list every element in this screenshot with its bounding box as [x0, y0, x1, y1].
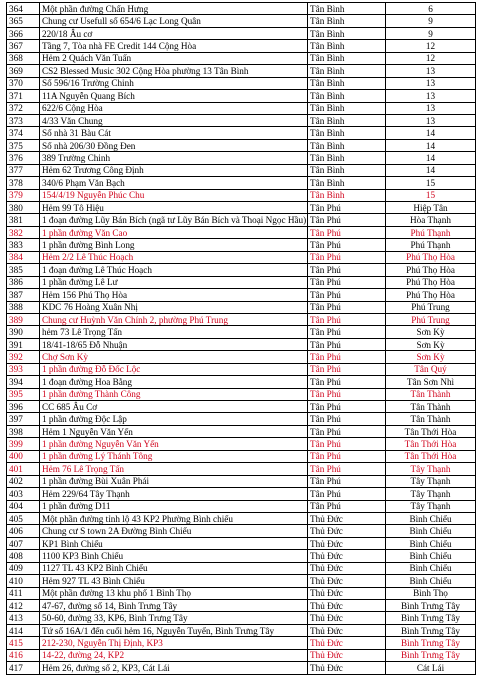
row-number-cell: 382: [7, 226, 40, 238]
location-cell: 1 phần đường Bùi Xuân Phái: [40, 475, 308, 487]
row-number-cell: 405: [7, 512, 40, 524]
district-cell: Tân Phú: [308, 338, 386, 350]
table-row: [7, 388, 476, 400]
ward-cell: Bình Trưng Tây: [386, 612, 476, 624]
table-row: [7, 662, 476, 674]
district-cell: Thủ Đức: [308, 637, 386, 649]
address-table: [6, 2, 476, 675]
location-cell: 1 phần đường Độc Lập: [40, 413, 308, 425]
table-row: [7, 425, 476, 437]
row-number-cell: 396: [7, 401, 40, 413]
row-number-cell: 381: [7, 214, 40, 226]
location-cell: 1 phần đường Đỗ Đốc Lộc: [40, 363, 308, 375]
location-cell: Hẻm 2 Quách Văn Tuấn: [40, 52, 308, 64]
district-cell: Tân Bình: [308, 189, 386, 201]
table-row: [7, 488, 476, 500]
table-row: [7, 450, 476, 462]
row-number-cell: 392: [7, 351, 40, 363]
location-cell: hẻm 73 Lê Trọng Tấn: [40, 326, 308, 338]
location-cell: KDC 76 Hoàng Xuân Nhị: [40, 301, 308, 313]
table-row: [7, 438, 476, 450]
row-number-cell: 408: [7, 550, 40, 562]
table-row: [7, 649, 476, 661]
location-cell: 18/41-18/65 Đỗ Nhuận: [40, 338, 308, 350]
row-number-cell: 400: [7, 450, 40, 462]
ward-cell: 12: [386, 52, 476, 64]
district-cell: Tân Phú: [308, 202, 386, 214]
table-row: [7, 65, 476, 77]
table-row: [7, 463, 476, 475]
row-number-cell: 402: [7, 475, 40, 487]
ward-cell: 12: [386, 40, 476, 52]
location-cell: Một phần đường 13 khu phố 1 Bình Thọ: [40, 587, 308, 599]
row-number-cell: 367: [7, 40, 40, 52]
district-cell: Tân Bình: [308, 65, 386, 77]
table-row: [7, 525, 476, 537]
table-row: [7, 189, 476, 201]
row-number-cell: 379: [7, 189, 40, 201]
location-cell: 154/4/19 Nguyễn Phúc Chu: [40, 189, 308, 201]
location-cell: Hẻm 26, đường số 2, KP3, Cát Lái: [40, 662, 308, 674]
row-number-cell: 411: [7, 587, 40, 599]
row-number-cell: 365: [7, 15, 40, 27]
location-cell: 1 đoạn đường Lũy Bán Bích (ngã tư Lũy Bán Bích và Thoại Ngọc Hầu): [40, 214, 308, 226]
location-cell: Hẻm 156 Phú Thọ Hòa: [40, 289, 308, 301]
table-row: [7, 376, 476, 388]
row-number-cell: 404: [7, 500, 40, 512]
table-row: [7, 3, 476, 15]
table-row: [7, 338, 476, 350]
ward-cell: Phú Thọ Hòa: [386, 251, 476, 263]
row-number-cell: 372: [7, 102, 40, 114]
ward-cell: 9: [386, 27, 476, 39]
row-number-cell: 413: [7, 612, 40, 624]
row-number-cell: 412: [7, 600, 40, 612]
row-number-cell: 366: [7, 27, 40, 39]
location-cell: 1 phần đường Nguyễn Văn Yến: [40, 438, 308, 450]
table-row: [7, 77, 476, 89]
location-cell: Số nhà 31 Bàu Cát: [40, 127, 308, 139]
ward-cell: Cát Lái: [386, 662, 476, 674]
table-row: [7, 351, 476, 363]
ward-cell: Tân Thới Hòa: [386, 438, 476, 450]
district-cell: Tân Phú: [308, 351, 386, 363]
row-number-cell: 364: [7, 3, 40, 15]
table-row: [7, 152, 476, 164]
ward-cell: Bình Chiểu: [386, 550, 476, 562]
ward-cell: Sơn Kỳ: [386, 326, 476, 338]
table-row: [7, 239, 476, 251]
location-cell: Tầng 7, Tòa nhà FE Credit 144 Cộng Hòa: [40, 40, 308, 52]
ward-cell: Bình Trưng Tây: [386, 649, 476, 661]
location-cell: CS2 Blessed Music 302 Cộng Hòa phường 13 Tân Bình: [40, 65, 308, 77]
ward-cell: Sơn Kỳ: [386, 338, 476, 350]
district-cell: Tân Phú: [308, 326, 386, 338]
row-number-cell: 414: [7, 624, 40, 636]
location-cell: Hẻm 229/64 Tây Thạnh: [40, 488, 308, 500]
ward-cell: 14: [386, 152, 476, 164]
table-row: [7, 202, 476, 214]
district-cell: Tân Bình: [308, 15, 386, 27]
row-number-cell: 395: [7, 388, 40, 400]
row-number-cell: 406: [7, 525, 40, 537]
location-cell: Chung cư S town 2A Đường Bình Chiểu: [40, 525, 308, 537]
row-number-cell: 391: [7, 338, 40, 350]
row-number-cell: 399: [7, 438, 40, 450]
location-cell: Hẻm 76 Lê Trọng Tấn: [40, 463, 308, 475]
district-cell: Tân Bình: [308, 90, 386, 102]
ward-cell: 14: [386, 127, 476, 139]
location-cell: Số nhà 206/30 Đồng Đen: [40, 139, 308, 151]
row-number-cell: 416: [7, 649, 40, 661]
location-cell: 1 phần đường Lê Lư: [40, 276, 308, 288]
district-cell: Tân Phú: [308, 488, 386, 500]
table-row: [7, 575, 476, 587]
location-cell: 1 đoạn đường Hoa Bằng: [40, 376, 308, 388]
district-cell: Thủ Đức: [308, 662, 386, 674]
location-cell: 1 phần đường D11: [40, 500, 308, 512]
district-cell: Tân Phú: [308, 214, 386, 226]
location-cell: 1 phần đường Văn Cao: [40, 226, 308, 238]
ward-cell: Bình Chiểu: [386, 562, 476, 574]
ward-cell: 13: [386, 90, 476, 102]
location-cell: 389 Trường Chinh: [40, 152, 308, 164]
row-number-cell: 388: [7, 301, 40, 313]
row-number-cell: 409: [7, 562, 40, 574]
ward-cell: 9: [386, 15, 476, 27]
ward-cell: Bình Chiểu: [386, 537, 476, 549]
district-cell: Tân Bình: [308, 139, 386, 151]
row-number-cell: 410: [7, 575, 40, 587]
location-cell: Chợ Sơn Kỳ: [40, 351, 308, 363]
table-row: [7, 276, 476, 288]
district-cell: Tân Phú: [308, 425, 386, 437]
row-number-cell: 398: [7, 425, 40, 437]
table-row: [7, 562, 476, 574]
district-cell: Tân Phú: [308, 363, 386, 375]
district-cell: Tân Bình: [308, 114, 386, 126]
ward-cell: Tân Sơn Nhì: [386, 376, 476, 388]
table-row: [7, 90, 476, 102]
ward-cell: Phú Trung: [386, 313, 476, 325]
row-number-cell: 385: [7, 264, 40, 276]
row-number-cell: 394: [7, 376, 40, 388]
table-row: [7, 624, 476, 636]
district-cell: Tân Bình: [308, 27, 386, 39]
table-row: [7, 40, 476, 52]
row-number-cell: 415: [7, 637, 40, 649]
table-row: [7, 512, 476, 524]
row-number-cell: 397: [7, 413, 40, 425]
row-number-cell: 374: [7, 127, 40, 139]
location-cell: Hẻm 2/2 Lê Thúc Hoạch: [40, 251, 308, 263]
table-row: [7, 214, 476, 226]
district-cell: Tân Phú: [308, 226, 386, 238]
row-number-cell: 369: [7, 65, 40, 77]
ward-cell: Bình Chiểu: [386, 512, 476, 524]
district-cell: Thủ Đức: [308, 612, 386, 624]
table-row: [7, 251, 476, 263]
table-row: [7, 52, 476, 64]
location-cell: Một phần đường Chấn Hưng: [40, 3, 308, 15]
row-number-cell: 401: [7, 463, 40, 475]
ward-cell: Tây Thạnh: [386, 500, 476, 512]
ward-cell: Hiệp Tân: [386, 202, 476, 214]
location-cell: 1 phần đường Thành Công: [40, 388, 308, 400]
table-row: [7, 289, 476, 301]
row-number-cell: 378: [7, 177, 40, 189]
district-cell: Tân Phú: [308, 376, 386, 388]
row-number-cell: 407: [7, 537, 40, 549]
location-cell: Hẻm 1 Nguyễn Văn Yến: [40, 425, 308, 437]
district-cell: Thủ Đức: [308, 562, 386, 574]
table-row: [7, 363, 476, 375]
district-cell: Tân Bình: [308, 152, 386, 164]
district-cell: Thủ Đức: [308, 587, 386, 599]
district-cell: Thủ Đức: [308, 512, 386, 524]
district-cell: Tân Bình: [308, 164, 386, 176]
location-cell: 622/6 Cộng Hòa: [40, 102, 308, 114]
ward-cell: Phú Thạnh: [386, 226, 476, 238]
table-row: [7, 127, 476, 139]
ward-cell: Phú Thạnh: [386, 239, 476, 251]
table-row: [7, 587, 476, 599]
ward-cell: 13: [386, 114, 476, 126]
row-number-cell: 377: [7, 164, 40, 176]
location-cell: 14-22, đường 24, KP2: [40, 649, 308, 661]
ward-cell: Phú Thọ Hòa: [386, 289, 476, 301]
district-cell: Tân Bình: [308, 3, 386, 15]
district-cell: Thủ Đức: [308, 649, 386, 661]
ward-cell: Bình Thọ: [386, 587, 476, 599]
district-cell: Thủ Đức: [308, 624, 386, 636]
table-row: [7, 612, 476, 624]
table-row: [7, 139, 476, 151]
ward-cell: Tân Thới Hòa: [386, 450, 476, 462]
ward-cell: Tây Thạnh: [386, 488, 476, 500]
location-cell: 220/18 Âu cơ: [40, 27, 308, 39]
district-cell: Tân Bình: [308, 127, 386, 139]
location-cell: 4/33 Văn Chung: [40, 114, 308, 126]
row-number-cell: 387: [7, 289, 40, 301]
row-number-cell: 373: [7, 114, 40, 126]
ward-cell: Bình Trưng Tây: [386, 600, 476, 612]
district-cell: Tân Bình: [308, 102, 386, 114]
row-number-cell: 417: [7, 662, 40, 674]
location-cell: 1100 KP3 Bình Chiểu: [40, 550, 308, 562]
location-cell: CC 685 Âu Cơ: [40, 401, 308, 413]
location-cell: Số 596/16 Trường Chinh: [40, 77, 308, 89]
district-cell: Thủ Đức: [308, 550, 386, 562]
location-cell: 212-230, Nguyễn Thị Định, KP3: [40, 637, 308, 649]
ward-cell: Tân Thới Hòa: [386, 425, 476, 437]
district-cell: Tân Phú: [308, 413, 386, 425]
ward-cell: 13: [386, 102, 476, 114]
ward-cell: Hòa Thạnh: [386, 214, 476, 226]
table-row: [7, 313, 476, 325]
address-table-body: [7, 3, 476, 675]
ward-cell: 14: [386, 139, 476, 151]
row-number-cell: 371: [7, 90, 40, 102]
table-row: [7, 537, 476, 549]
ward-cell: Bình Chiểu: [386, 525, 476, 537]
ward-cell: 15: [386, 189, 476, 201]
location-cell: Hẻm 927 TL 43 Bình Chiểu: [40, 575, 308, 587]
ward-cell: Tây Thạnh: [386, 463, 476, 475]
district-cell: Thủ Đức: [308, 575, 386, 587]
ward-cell: 14: [386, 164, 476, 176]
table-row: [7, 164, 476, 176]
location-cell: 1 phần đường Bình Long: [40, 239, 308, 251]
row-number-cell: 393: [7, 363, 40, 375]
district-cell: Tân Phú: [308, 475, 386, 487]
district-cell: Tân Phú: [308, 239, 386, 251]
ward-cell: Tân Quý: [386, 363, 476, 375]
row-number-cell: 403: [7, 488, 40, 500]
row-number-cell: 390: [7, 326, 40, 338]
location-cell: 11A Nguyễn Quang Bích: [40, 90, 308, 102]
location-cell: Hẻm 99 Tô Hiệu: [40, 202, 308, 214]
ward-cell: Tân Thành: [386, 413, 476, 425]
location-cell: Chung cư Usefull số 654/6 Lạc Long Quân: [40, 15, 308, 27]
table-row: [7, 226, 476, 238]
location-cell: Chung cư Huỳnh Văn Chính 2, phường Phú Trung: [40, 313, 308, 325]
ward-cell: 15: [386, 177, 476, 189]
table-row: [7, 637, 476, 649]
district-cell: Tân Bình: [308, 177, 386, 189]
location-cell: Tứ số 16A/1 đến cuối hẻm 16, Nguyễn Tuyển, Bình Trưng Tây: [40, 624, 308, 636]
ward-cell: Phú Thọ Hòa: [386, 276, 476, 288]
row-number-cell: 383: [7, 239, 40, 251]
district-cell: Thủ Đức: [308, 537, 386, 549]
ward-cell: Tân Thành: [386, 401, 476, 413]
district-cell: Tân Phú: [308, 463, 386, 475]
table-row: [7, 301, 476, 313]
table-row: [7, 413, 476, 425]
table-row: [7, 15, 476, 27]
ward-cell: Tây Thạnh: [386, 475, 476, 487]
row-number-cell: 376: [7, 152, 40, 164]
table-row: [7, 401, 476, 413]
district-cell: Tân Bình: [308, 40, 386, 52]
location-cell: 340/6 Phạm Văn Bạch: [40, 177, 308, 189]
ward-cell: Phú Thọ Hòa: [386, 264, 476, 276]
district-cell: Tân Phú: [308, 450, 386, 462]
row-number-cell: 380: [7, 202, 40, 214]
location-cell: 1 phần đường Lý Thánh Tông: [40, 450, 308, 462]
ward-cell: Bình Trưng Tây: [386, 637, 476, 649]
ward-cell: Tân Thành: [386, 388, 476, 400]
district-cell: Tân Phú: [308, 388, 386, 400]
district-cell: Tân Bình: [308, 52, 386, 64]
row-number-cell: 384: [7, 251, 40, 263]
district-cell: Tân Phú: [308, 289, 386, 301]
district-cell: Tân Phú: [308, 401, 386, 413]
ward-cell: 6: [386, 3, 476, 15]
table-row: [7, 475, 476, 487]
row-number-cell: 386: [7, 276, 40, 288]
table-row: [7, 600, 476, 612]
ward-cell: Phú Trung: [386, 301, 476, 313]
location-cell: Một phần đường tỉnh lộ 43 KP2 Phường Bình chiểu: [40, 512, 308, 524]
district-cell: Tân Phú: [308, 313, 386, 325]
district-cell: Thủ Đức: [308, 600, 386, 612]
location-cell: KP1 Bình Chiểu: [40, 537, 308, 549]
district-cell: Tân Phú: [308, 500, 386, 512]
district-cell: Tân Phú: [308, 251, 386, 263]
row-number-cell: 368: [7, 52, 40, 64]
table-row: [7, 500, 476, 512]
table-row: [7, 326, 476, 338]
district-cell: Tân Phú: [308, 276, 386, 288]
table-row: [7, 27, 476, 39]
ward-cell: 13: [386, 65, 476, 77]
table-row: [7, 114, 476, 126]
ward-cell: 13: [386, 77, 476, 89]
location-cell: 50-60, đường 33, KP6, Bình Trưng Tây: [40, 612, 308, 624]
ward-cell: Sơn Kỳ: [386, 351, 476, 363]
location-cell: 1127 TL 43 KP2 Bình Chiểu: [40, 562, 308, 574]
district-cell: Tân Bình: [308, 77, 386, 89]
ward-cell: Bình Chiểu: [386, 575, 476, 587]
district-cell: Tân Phú: [308, 438, 386, 450]
location-cell: Hẻm 62 Trương Công Định: [40, 164, 308, 176]
table-row: [7, 102, 476, 114]
row-number-cell: 370: [7, 77, 40, 89]
row-number-cell: 389: [7, 313, 40, 325]
district-cell: Tân Phú: [308, 301, 386, 313]
district-cell: Tân Phú: [308, 264, 386, 276]
ward-cell: Bình Trưng Tây: [386, 624, 476, 636]
table-row: [7, 264, 476, 276]
table-row: [7, 550, 476, 562]
row-number-cell: 375: [7, 139, 40, 151]
district-cell: Thủ Đức: [308, 525, 386, 537]
location-cell: 47-67, đường số 14, Bình Trưng Tây: [40, 600, 308, 612]
location-cell: 1 đoạn đường Lê Thúc Hoạch: [40, 264, 308, 276]
table-row: [7, 177, 476, 189]
